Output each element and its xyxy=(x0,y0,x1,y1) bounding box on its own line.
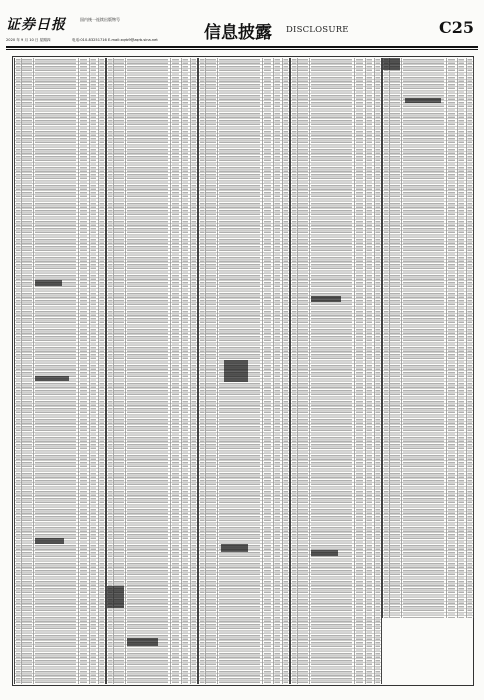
table-cell-dense xyxy=(127,638,159,646)
table-cell-dense xyxy=(107,586,124,608)
table-column-3 xyxy=(198,58,290,684)
table-rows xyxy=(15,58,105,684)
table-column-5 xyxy=(382,58,474,618)
table-cell-dense xyxy=(35,538,64,544)
table-column-1 xyxy=(14,58,106,684)
table-cell-dense xyxy=(35,376,69,381)
table-column-4 xyxy=(290,58,382,684)
table-cell-dense xyxy=(224,360,247,382)
table-cell-dense xyxy=(311,550,338,556)
masthead-rule xyxy=(6,46,478,48)
table-cell-dense xyxy=(405,98,441,103)
section-title: 信息披露 xyxy=(204,23,272,43)
table-rows xyxy=(291,58,381,684)
logo-subtitle: 国内统一连续出版物号 xyxy=(80,17,120,22)
table-cell-dense xyxy=(35,280,62,286)
masthead-rule-thin xyxy=(6,49,478,50)
section-subtitle: DISCLOSURE xyxy=(286,25,349,35)
table-cell-dense xyxy=(383,58,400,70)
table-cell-dense xyxy=(221,544,248,552)
page-number: C25 xyxy=(439,18,474,37)
masthead xyxy=(6,14,478,48)
newspaper-logo: 证券日报 xyxy=(6,17,66,33)
table-column-2 xyxy=(106,58,198,684)
contact-info: 电话:010-83251716 E-mail:zqrb9@zqrb.sina.net xyxy=(72,38,158,42)
disclosure-table-area xyxy=(14,58,472,684)
table-cell-dense xyxy=(311,296,342,302)
table-rows xyxy=(383,58,473,618)
issue-date: 2020 年 9 月 10 日 星期四 xyxy=(6,38,51,42)
